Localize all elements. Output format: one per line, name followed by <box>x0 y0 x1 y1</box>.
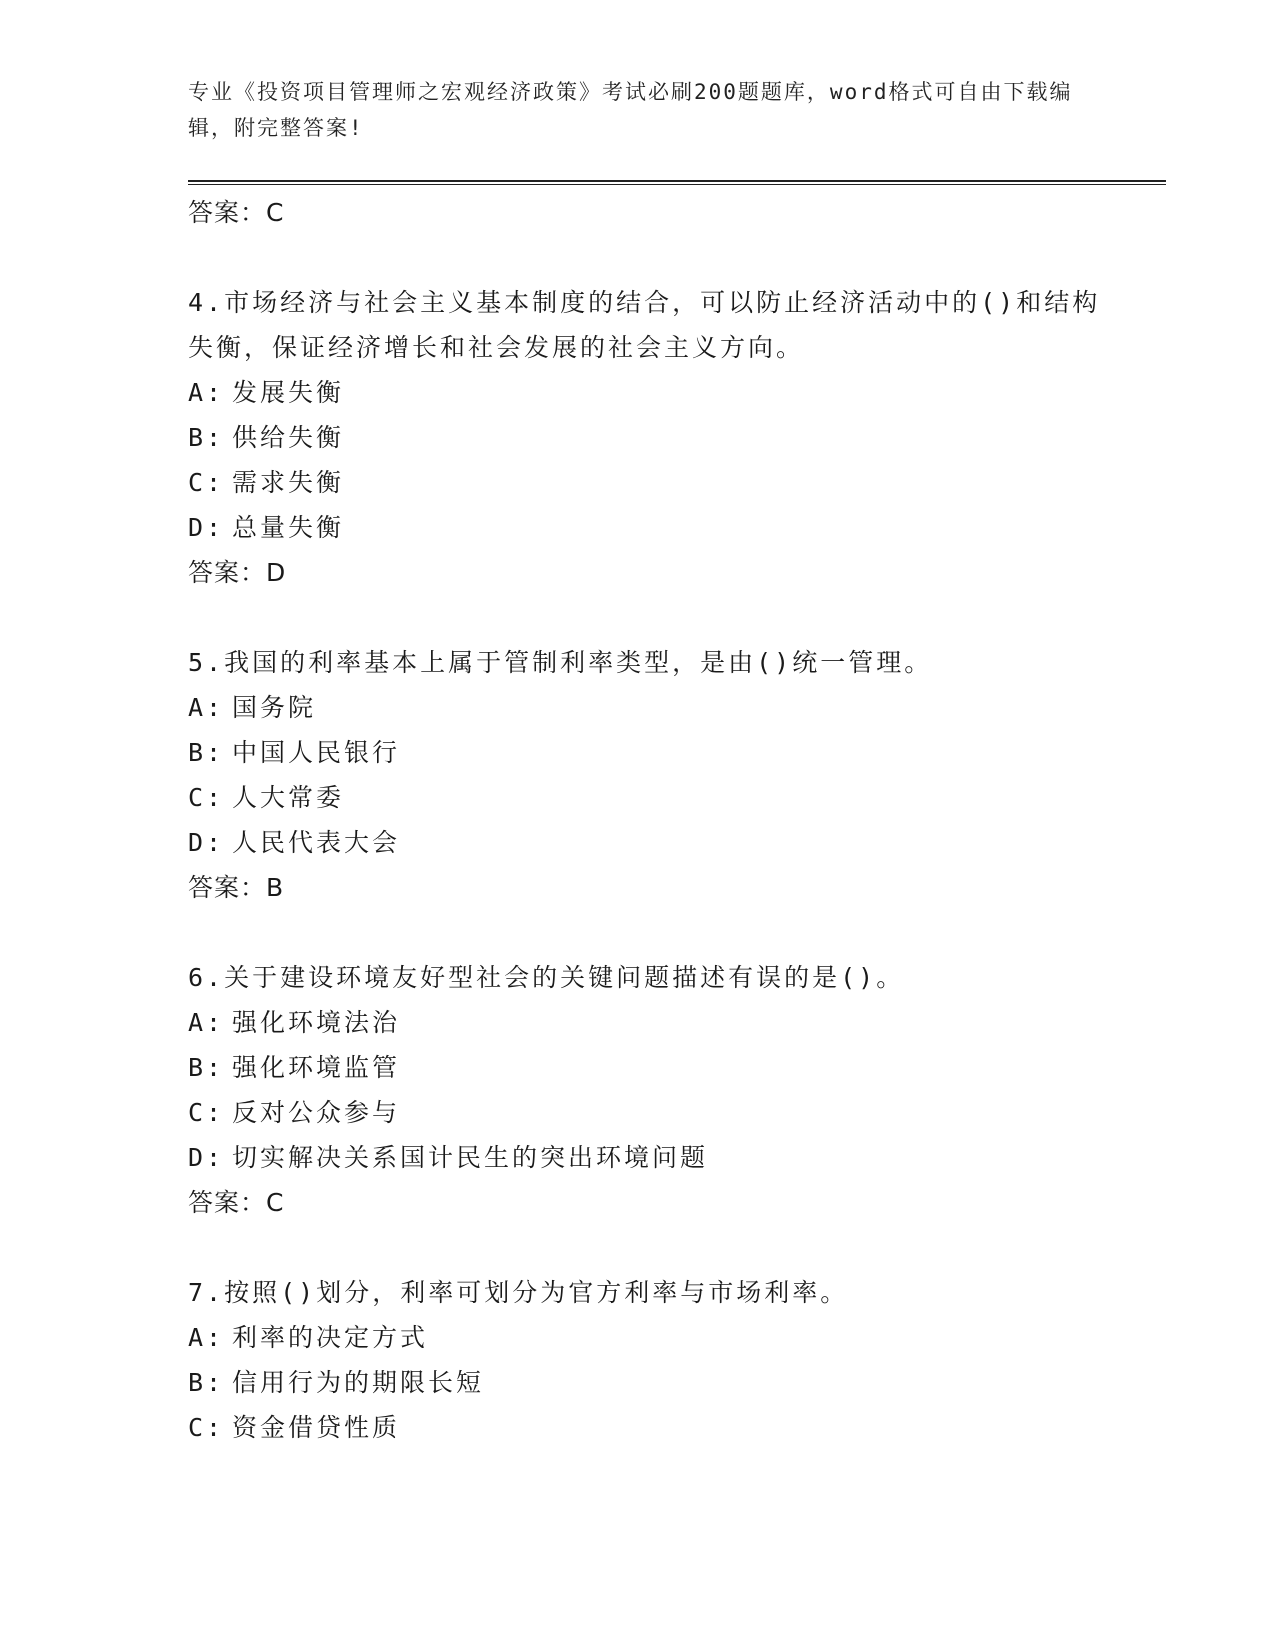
option-text: 资金借贷性质 <box>232 1413 401 1442</box>
question-stem: 5.我国的利率基本上属于管制利率类型，是由()统一管理。 <box>188 648 933 677</box>
option-text: 强化环境法治 <box>232 1008 401 1037</box>
header-divider <box>188 180 1166 182</box>
option-c <box>188 460 1108 505</box>
option-key: C: <box>188 1413 225 1442</box>
option-text: 需求失衡 <box>232 468 345 497</box>
option-key: D: <box>188 513 225 542</box>
answer-line: 答案：D <box>188 558 287 587</box>
option-key: C: <box>188 783 225 812</box>
option-text: 总量失衡 <box>232 513 345 542</box>
option-key: D: <box>188 828 225 857</box>
option-a <box>188 370 1108 415</box>
option-key: A: <box>188 693 225 722</box>
option-text: 信用行为的期限长短 <box>232 1368 485 1397</box>
option-a <box>188 1315 1108 1360</box>
option-text: 国务院 <box>232 693 317 722</box>
option-d <box>188 1135 1108 1180</box>
option-key: C: <box>188 1098 225 1127</box>
question-item <box>188 955 1108 1226</box>
question-item <box>188 280 1108 596</box>
answer-line: 答案：B <box>188 873 285 902</box>
question-item <box>188 1270 1108 1450</box>
option-text: 发展失衡 <box>232 378 345 407</box>
option-text: 中国人民银行 <box>232 738 401 767</box>
option-d <box>188 505 1108 550</box>
option-a <box>188 1000 1108 1045</box>
option-d <box>188 820 1108 865</box>
option-b <box>188 1045 1108 1090</box>
question-item <box>188 640 1108 911</box>
option-b <box>188 1360 1108 1405</box>
option-a <box>188 685 1108 730</box>
option-b <box>188 415 1108 460</box>
option-key: B: <box>188 423 225 452</box>
option-c <box>188 1405 1108 1450</box>
question-list <box>188 190 1108 1450</box>
option-key: C: <box>188 468 225 497</box>
option-c <box>188 775 1108 820</box>
option-text: 供给失衡 <box>232 423 345 452</box>
question-stem: 7.按照()划分，利率可划分为官方利率与市场利率。 <box>188 1278 849 1307</box>
option-key: B: <box>188 1053 225 1082</box>
option-key: D: <box>188 1143 225 1172</box>
option-key: A: <box>188 378 225 407</box>
question-stem: 4.市场经济与社会主义基本制度的结合，可以防止经济活动中的()和结构失衡，保证经济增长和社会发展的社会主义方向。 <box>188 288 1101 362</box>
question-stem: 6.关于建设环境友好型社会的关键问题描述有误的是()。 <box>188 963 905 992</box>
option-text: 反对公众参与 <box>232 1098 401 1127</box>
answer-line: 答案：C <box>188 1188 285 1217</box>
header-divider-thin <box>188 184 1166 185</box>
option-text: 人民代表大会 <box>232 828 401 857</box>
option-text: 切实解决关系国计民生的突出环境问题 <box>232 1143 709 1172</box>
option-text: 人大常委 <box>232 783 345 812</box>
option-key: B: <box>188 738 225 767</box>
option-b <box>188 730 1108 775</box>
page-header: 专业《投资项目管理师之宏观经济政策》考试必刷200题题库，word格式可自由下载编辑，附完整答案! <box>188 80 1073 140</box>
answer-line: 答案：C <box>188 198 285 227</box>
option-text: 利率的决定方式 <box>232 1323 429 1352</box>
option-key: B: <box>188 1368 225 1397</box>
option-c <box>188 1090 1108 1135</box>
option-key: A: <box>188 1008 225 1037</box>
option-key: A: <box>188 1323 225 1352</box>
option-text: 强化环境监管 <box>232 1053 401 1082</box>
